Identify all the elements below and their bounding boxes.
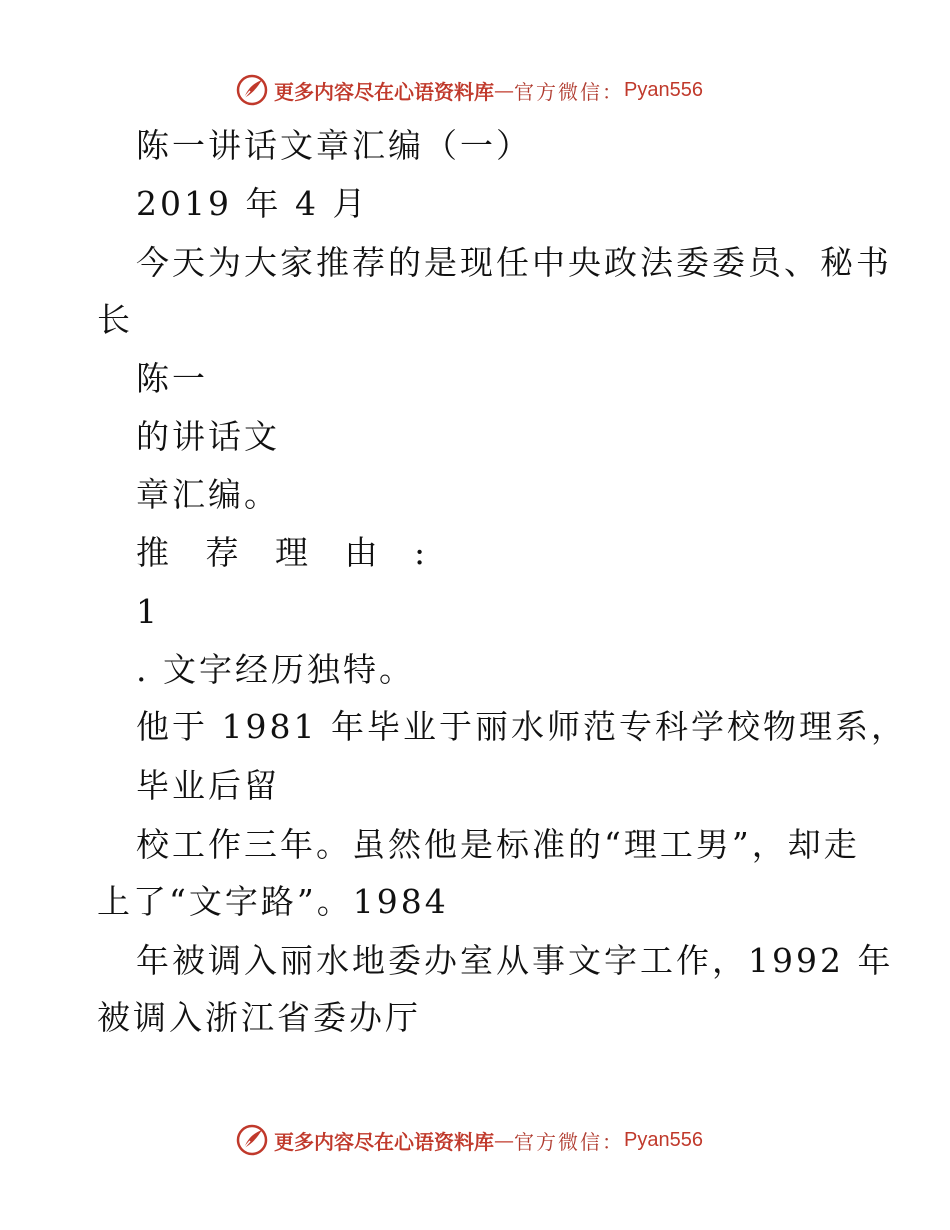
- body-line: 毕业后留: [136, 766, 280, 805]
- watermark-official-label: 官方微信：: [514, 79, 624, 104]
- document-title: 陈一讲话文章汇编（一）: [136, 126, 532, 165]
- list-item-title: . 文字经历独特。: [136, 650, 415, 689]
- body-line: 被调入浙江省委办厅: [97, 998, 421, 1037]
- feather-pen-icon: [236, 74, 268, 106]
- feather-pen-icon: [236, 1124, 268, 1156]
- watermark-official-label: 官方微信：: [514, 1129, 624, 1154]
- body-line: 今天为大家推荐的是现任中央政法委委员、秘书: [136, 243, 892, 282]
- watermark-dash: —: [494, 78, 514, 102]
- watermark-dash: —: [494, 1128, 514, 1152]
- footer-watermark: [236, 1122, 703, 1158]
- body-line: 上了“文字路”。1984: [97, 882, 449, 921]
- watermark-brand: 更多内容尽在心语资料库: [274, 79, 494, 104]
- body-line: 校工作三年。虽然他是标准的“理工男”，却走: [136, 825, 860, 864]
- body-line: 年被调入丽水地委办室从事文字工作，1992 年: [136, 941, 894, 980]
- body-line: 的讲话文: [136, 417, 280, 456]
- body-line: 他于 1981 年毕业于丽水师范专科学校物理系，: [136, 707, 907, 746]
- body-line: 陈一: [136, 359, 208, 398]
- section-heading: 推 荐 理 由 :: [136, 533, 439, 572]
- list-number: 1: [136, 592, 160, 631]
- body-line: 长: [97, 300, 133, 339]
- watermark-wechat-id: Pyan556: [624, 78, 703, 101]
- watermark-brand: 更多内容尽在心语资料库: [274, 1129, 494, 1154]
- document-date: 2019 年 4 月: [136, 184, 369, 223]
- header-watermark: [236, 72, 703, 108]
- watermark-wechat-id: Pyan556: [624, 1128, 703, 1151]
- body-line: 章汇编。: [136, 475, 280, 514]
